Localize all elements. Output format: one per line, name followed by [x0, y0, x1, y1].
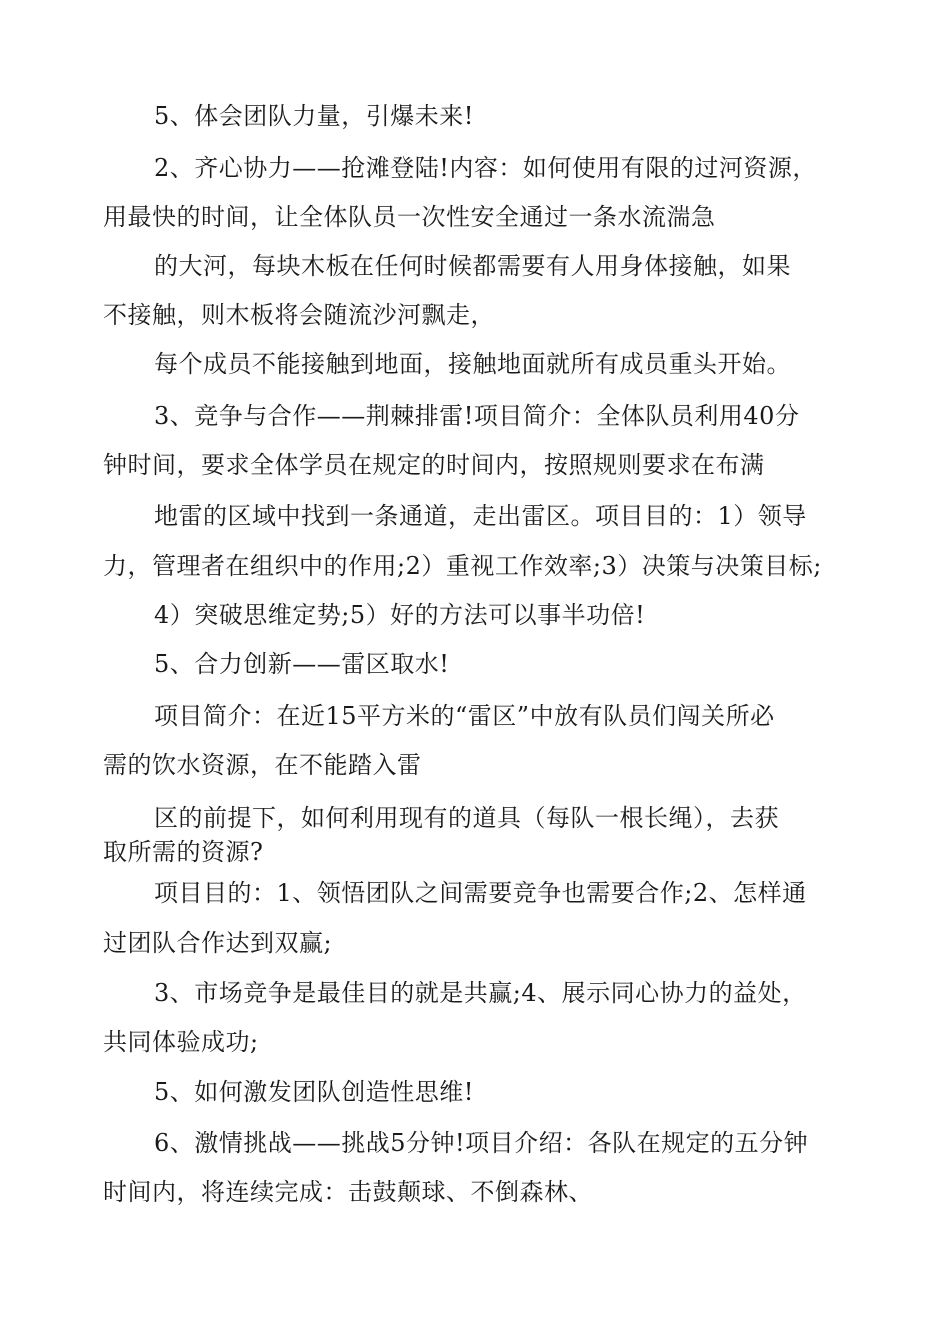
text-line: 5、如何激发团队创造性思维!: [154, 1078, 474, 1106]
text-line: 力，管理者在组织中的作用;2）重视工作效率;3）决策与决策目标;: [103, 552, 822, 580]
text-line: 2、齐心协力——抢滩登陆!内容：如何使用有限的过河资源，: [154, 154, 817, 182]
text-line: 不接触，则木板将会随流沙河飘走，: [103, 301, 495, 329]
text-line: 区的前提下，如何利用现有的道具（每队一根长绳），去获: [154, 804, 779, 832]
text-line: 每个成员不能接触到地面，接触地面就所有成员重头开始。: [154, 350, 791, 378]
text-line: 的大河，每块木板在任何时候都需要有人用身体接触，如果: [154, 252, 791, 280]
text-line: 共同体验成功;: [103, 1028, 259, 1056]
text-line: 时间内，将连续完成：击鼓颠球、不倒森林、: [103, 1178, 593, 1206]
text-line: 3、竞争与合作——荆棘排雷!项目简介：全体队员利用40分: [154, 402, 800, 430]
text-line: 项目目的：1、领悟团队之间需要竞争也需要合作;2、怎样通: [154, 879, 807, 907]
text-line: 过团队合作达到双赢;: [103, 929, 333, 957]
text-line: 钟时间，要求全体学员在规定的时间内，按照规则要求在布满: [103, 451, 765, 479]
text-line: 用最快的时间，让全体队员一次性安全通过一条水流湍急: [103, 203, 716, 231]
text-line: 4）突破思维定势;5）好的方法可以事半功倍!: [154, 601, 646, 629]
text-line: 地雷的区域中找到一条通道，走出雷区。项目目的：1）领导: [154, 502, 807, 530]
text-line: 6、激情挑战——挑战5分钟!项目介绍：各队在规定的五分钟: [154, 1129, 809, 1157]
text-line: 5、合力创新——雷区取水!: [154, 650, 450, 678]
text-line: 取所需的资源?: [103, 838, 264, 866]
text-line: 3、市场竞争是最佳目的就是共赢;4、展示同心协力的益处，: [154, 979, 807, 1007]
text-line: 5、体会团队力量，引爆未来!: [154, 102, 474, 130]
text-line: 项目简介：在近15平方米的“雷区”中放有队员们闯关所必: [154, 702, 775, 730]
text-line: 需的饮水资源，在不能踏入雷: [103, 751, 422, 779]
